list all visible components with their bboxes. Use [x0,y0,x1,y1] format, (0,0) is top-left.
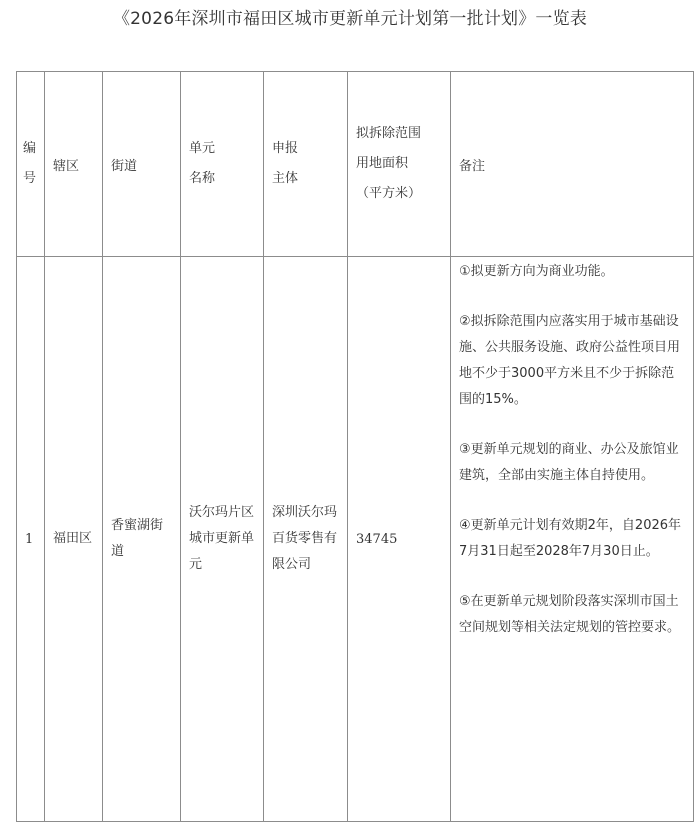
header-applicant [264,72,348,257]
header-applicant-line1: 申报 [272,141,299,156]
header-area-line1: 拟拆除范围 [356,126,422,141]
cell-unit-name: 沃尔玛片区城市更新单元 [181,257,264,822]
plan-table-container [16,71,694,822]
note-item: ③更新单元规划的商业、办公及旅馆业建筑，全部由实施主体自持使用。 [459,442,679,483]
header-unit-name-line2: 名称 [189,171,216,186]
header-number: 编号 [17,72,45,257]
table-header-row [17,72,694,257]
note-item: ②拟拆除范围内应落实用于城市基础设施、公共服务设施、政府公益性项目用地不少于3000平方米且不少于拆除范围的15%。 [459,314,681,407]
cell-street: 香蜜湖街道 [103,257,181,822]
header-street: 街道 [103,72,181,257]
cell-number: 1 [17,257,45,822]
cell-district: 福田区 [45,257,103,822]
table-row [17,257,694,822]
page-title: 《2026年深圳市福田区城市更新单元计划第一批计划》一览表 [112,9,588,29]
plan-table [16,71,694,822]
header-district: 辖区 [45,72,103,257]
note-item: ⑤在更新单元规划阶段落实深圳市国土空间规划等相关法定规划的管控要求。 [459,594,681,635]
header-area [348,72,451,257]
note-item: ④更新单元计划有效期2年，自2026年7月31日起至2028年7月30日止。 [459,518,682,559]
header-applicant-line2: 主体 [272,171,299,186]
header-area-line2: 用地面积 [356,156,409,171]
note-item: ①拟更新方向为商业功能。 [459,264,614,279]
header-unit-name-line1: 单元 [189,141,216,156]
header-area-line3: （平方米） [356,186,422,201]
header-unit-name [181,72,264,257]
cell-area: 34745 [348,257,451,822]
cell-applicant: 深圳沃尔玛百货零售有限公司 [264,257,348,822]
cell-notes [451,257,694,822]
header-notes: 备注 [451,72,694,257]
